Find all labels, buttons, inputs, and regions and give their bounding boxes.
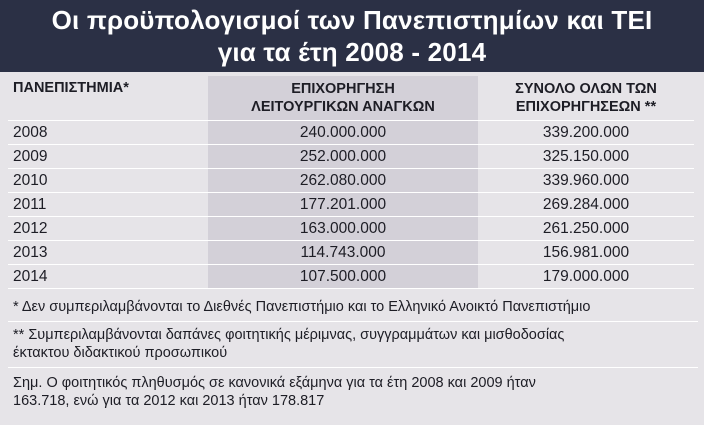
header-operating-grant [208,76,478,120]
total-grants-cell: 325.150.000 [542,147,630,165]
title-line-1: Οι προϋπολογισμοί των Πανεπιστημίων και ΤΕΙ [51,5,653,35]
table-row [8,265,694,289]
operating-grant-cell: 262.080.000 [208,169,478,192]
header-total-grants-line-1: ΣΥΝΟΛΟ ΟΛΩΝ ΤΩΝ [515,81,657,97]
operating-grant-cell: 163.000.000 [208,217,478,240]
operating-grant-cell: 107.500.000 [208,265,478,288]
operating-grant-cell: 240.000.000 [208,121,478,144]
footnotes [8,294,698,413]
title-banner [0,0,704,72]
total-grants-cell: 269.284.000 [542,195,630,213]
operating-grant-cell: 252.000.000 [208,145,478,168]
year-cell: 2011 [13,195,47,213]
year-cell: 2013 [13,243,48,261]
header-operating-grant-line-1: ΕΠΙΧΟΡΗΓΗΣΗ [291,81,395,97]
table-row [8,241,694,265]
total-grants-cell: 156.981.000 [542,243,630,261]
header-operating-grant-line-2: ΛΕΙΤΟΥΡΓΙΚΩΝ ΑΝΑΓΚΩΝ [251,99,435,115]
year-cell: 2009 [13,147,48,165]
footnote-student-population [8,368,698,413]
year-cell: 2008 [13,123,48,141]
year-cell: 2014 [13,267,48,285]
title-line-2: για τα έτη 2008 - 2014 [217,37,487,67]
footnote-included-line-2: έκτακτου διδακτικού προσωπικού [13,345,228,361]
table-header-row [8,76,694,121]
footnote-included-line-1: ** Συμπεριλαμβάνονται δαπάνες φοιτητικής μέριμνας, συγγραμμάτων και μισθοδοσίας [13,327,565,343]
header-total-grants [478,76,694,120]
total-grants-cell: 261.250.000 [542,219,630,237]
total-grants-cell: 339.200.000 [542,123,630,141]
footnote-student-population-line-2: 163.718, ενώ για τα 2012 και 2013 ήταν 178.817 [13,393,325,409]
footnote-student-population-line-1: Σημ. Ο φοιτητικός πληθυσμός σε κανονικά εξάμηνα για τα έτη 2008 και 2009 ήταν [13,375,536,391]
table-row [8,145,694,169]
table-row [8,193,694,217]
footnote-excluded: * Δεν συμπεριλαμβάνονται το Διεθνές Πανεπιστήμιο και το Ελληνικό Ανοικτό Πανεπιστήμιο [8,294,698,322]
header-total-grants-line-2: ΕΠΙΧΟΡΗΓΗΣΕΩΝ ** [515,99,657,115]
total-grants-cell: 179.000.000 [542,267,630,285]
operating-grant-cell: 177.201.000 [208,193,478,216]
footnote-included [8,322,698,368]
header-universities: ΠΑΝΕΠΙΣΤΗΜΙΑ* [13,80,129,96]
budget-table [8,76,694,289]
operating-grant-cell: 114.743.000 [208,241,478,264]
year-cell: 2012 [13,219,48,237]
year-cell: 2010 [13,171,48,189]
table-row [8,121,694,145]
table-row [8,217,694,241]
total-grants-cell: 339.960.000 [542,171,630,189]
table-row [8,169,694,193]
